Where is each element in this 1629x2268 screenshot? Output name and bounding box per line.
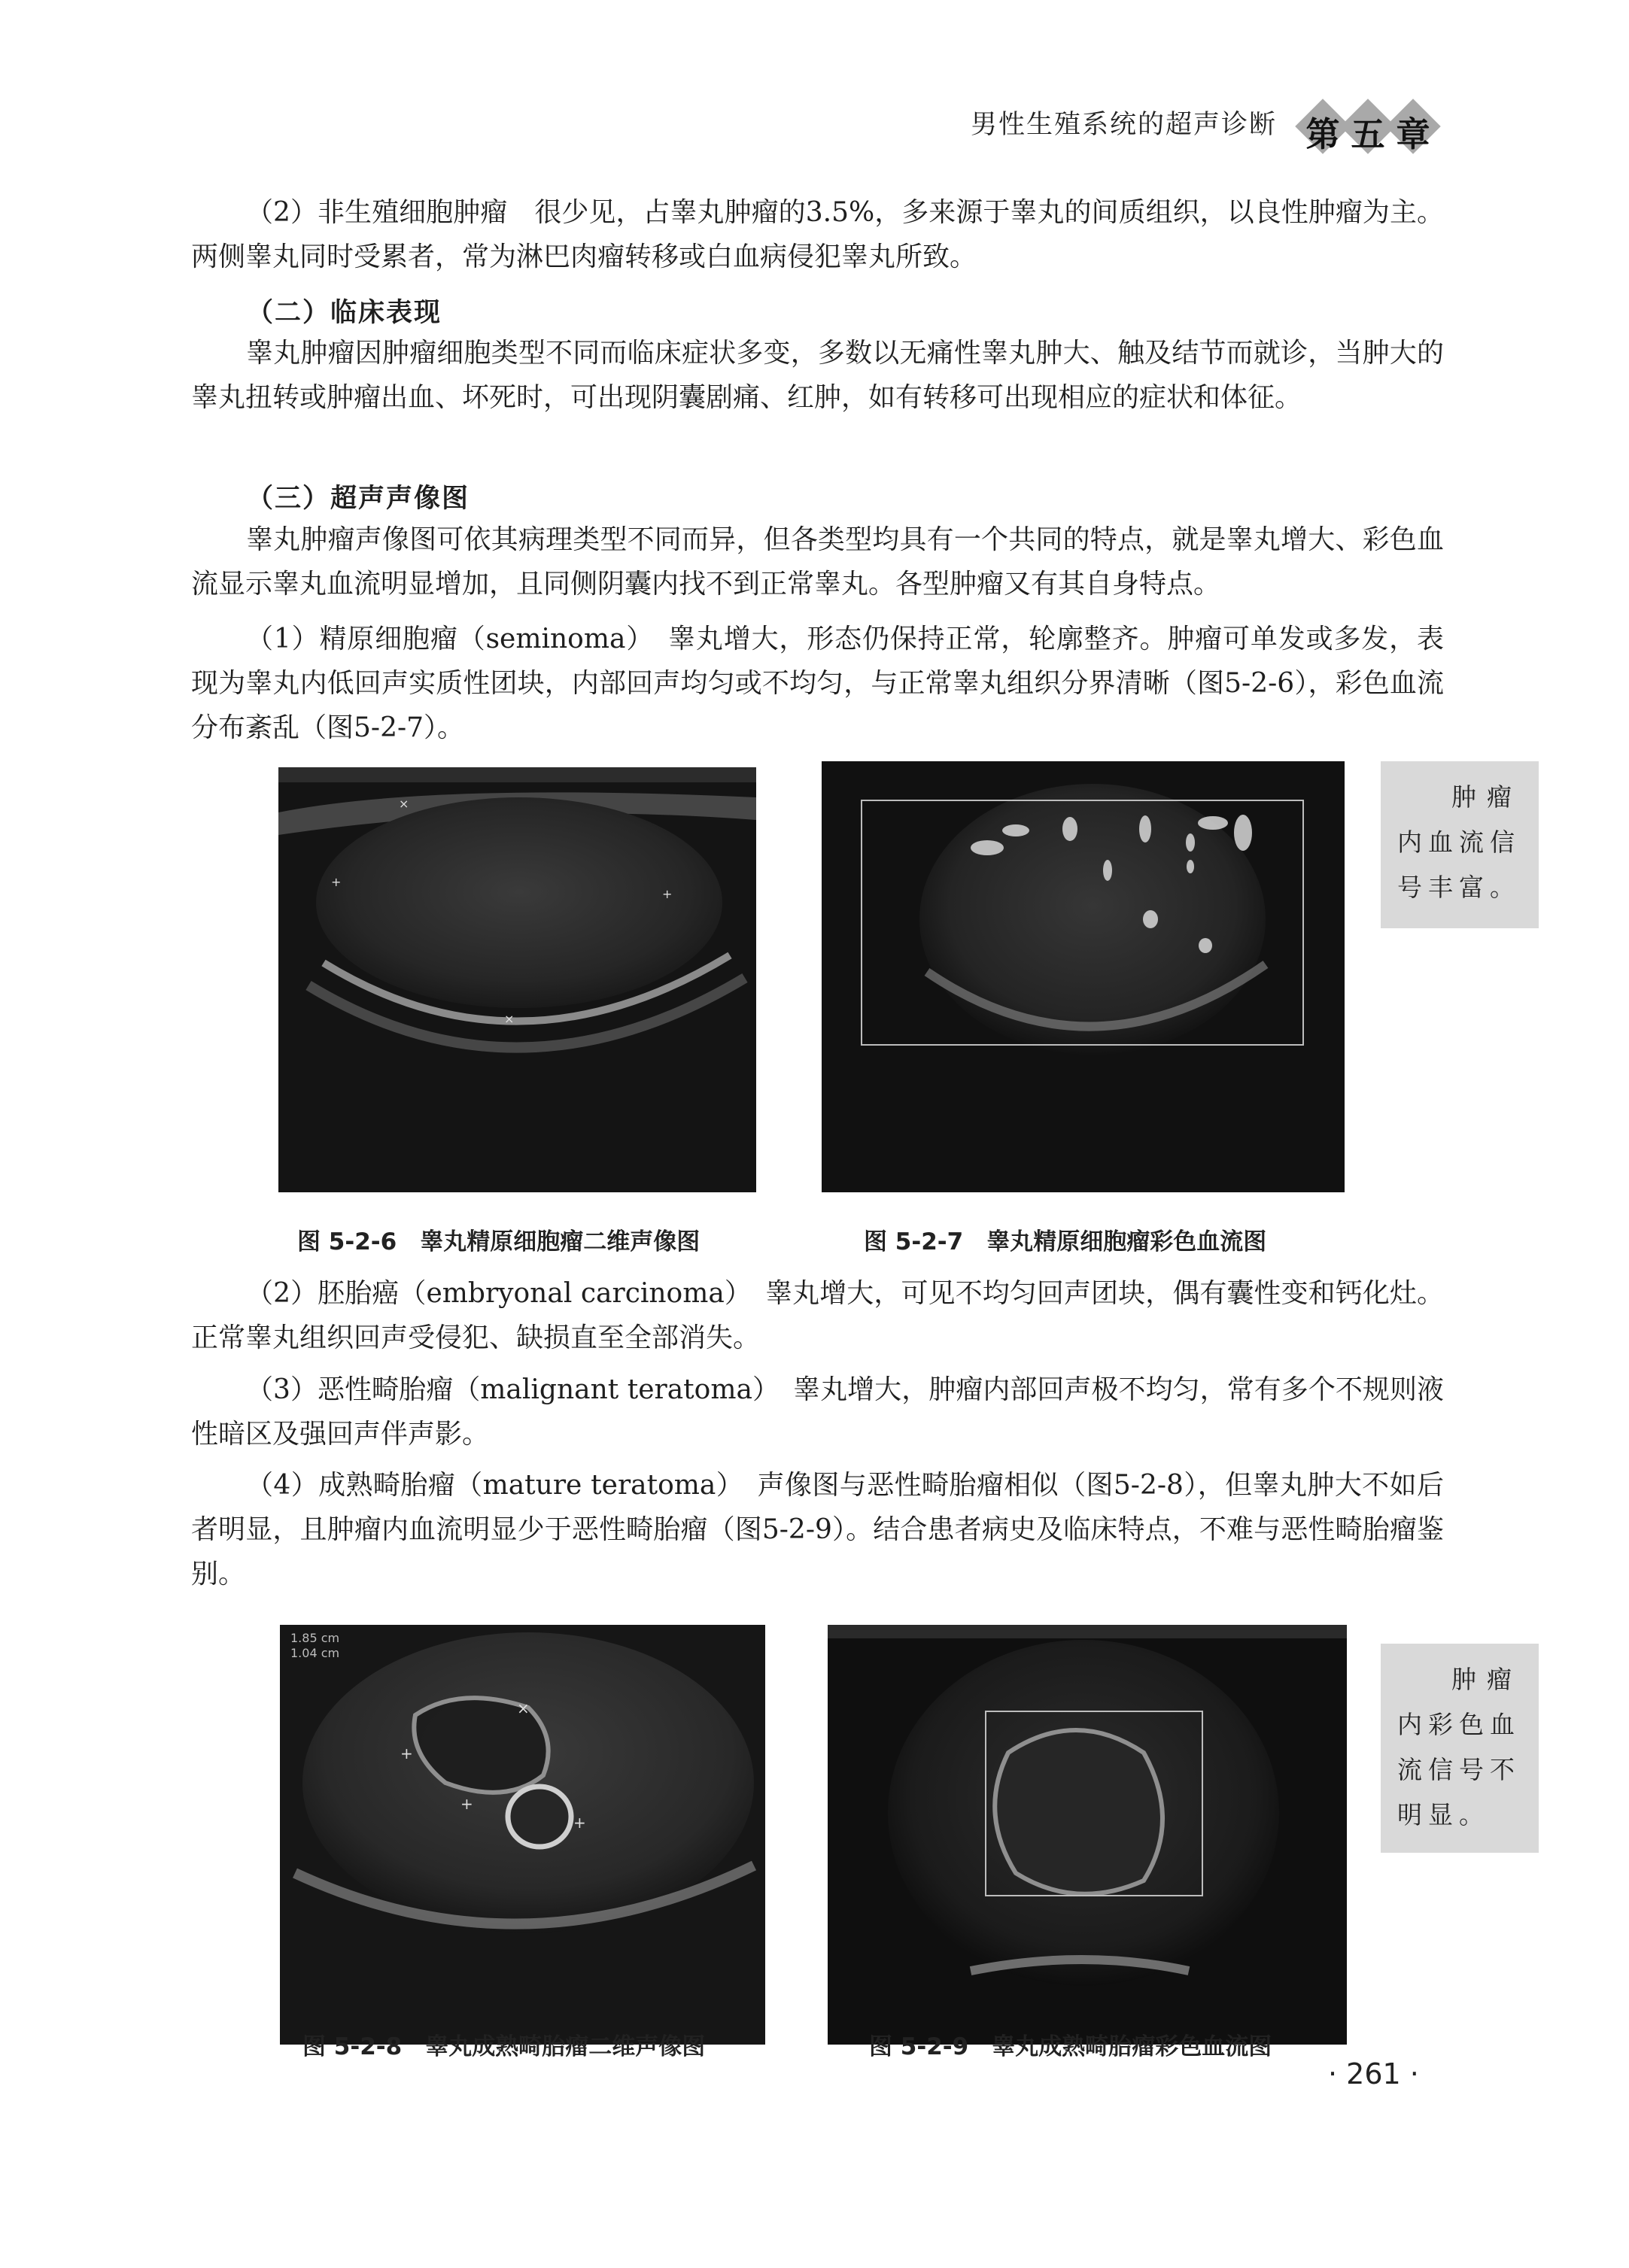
svg-text:×: × <box>504 1012 515 1026</box>
caption-5-2-7: 图 5-2-7 睾丸精原细胞瘤彩色血流图 <box>864 1228 1267 1255</box>
running-header: 男性生殖系统的超声诊断 <box>971 110 1278 140</box>
heading-ultrasound: （三）超声声像图 <box>247 484 470 514</box>
sidenote-2-line-3: 流信号不 <box>1397 1755 1521 1784</box>
para-nongerm-tumor: （2）非生殖细胞肿瘤 很少见，占睾丸肿瘤的3.5%，多来源于睾丸的间质组织，以良性肿瘤为主。两侧睾丸同时受累者，常为淋巴肉瘤转移或白血病侵犯睾丸所致。 <box>191 197 1444 272</box>
measurement-2: 1.04 cm <box>290 1646 340 1660</box>
chapter-char-1: 第 <box>1305 114 1340 154</box>
sidenote-2-line-4: 明显。 <box>1397 1800 1490 1829</box>
para-ultrasound: 睾丸肿瘤声像图可依其病理类型不同而异，但各类型均具有一个共同的特点，就是睾丸增大、彩色血流显示睾丸血流明显增加，且同侧阴囊内找不到正常睾丸。各型肿瘤又有其自身特点。 <box>191 524 1444 600</box>
sidenote-1-line-3: 号丰富。 <box>1397 873 1521 902</box>
sidenote-1 <box>1381 761 1539 928</box>
caption-5-2-9: 图 5-2-9 睾丸成熟畸胎瘤彩色血流图 <box>869 2033 1272 2060</box>
page-number: · 261 · <box>1328 2057 1419 2090</box>
caption-5-2-6: 图 5-2-6 睾丸精原细胞瘤二维声像图 <box>297 1228 701 1255</box>
para-embryonal: （2）胚胎癌（embryonal carcinoma） 睾丸增大，可见不均匀回声团块，偶有囊性变和钙化灶。正常睾丸组织回声受侵犯、缺损直至全部消失。 <box>191 1278 1444 1353</box>
sidenote-1-line-1: 肿瘤 <box>1451 782 1522 812</box>
para-seminoma: （1）精原细胞瘤（seminoma） 睾丸增大，形态仍保持正常，轮廓整齐。肿瘤可单发或多发，表现为睾丸内低回声实质性团块，内部回声均匀或不均匀，与正常睾丸组织分界清晰（图5-2-6），彩色血流分布紊乱（图5-2-7）。 <box>191 624 1444 743</box>
svg-text:+: + <box>573 1814 586 1832</box>
caption-5-2-8: 图 5-2-8 睾丸成熟畸胎瘤二维声像图 <box>302 2033 706 2060</box>
chapter-char-2: 五 <box>1351 114 1385 154</box>
figure-5-2-7-image <box>822 761 1345 1192</box>
para-malignant-teratoma: （3）恶性畸胎瘤（malignant teratoma） 睾丸增大，肿瘤内部回声极不均匀，常有多个不规则液性暗区及强回声伴声影。 <box>191 1374 1444 1450</box>
figure-5-2-9-image <box>828 1625 1347 2045</box>
chapter-char-3: 章 <box>1396 114 1430 154</box>
heading-clinical: （二）临床表现 <box>247 298 442 328</box>
para-mature-teratoma: （4）成熟畸胎瘤（mature teratoma） 声像图与恶性畸胎瘤相似（图5-2-8），但睾丸肿大不如后者明显，且肿瘤内血流明显少于恶性畸胎瘤（图5-2-9）。结合患者病史及临床特点，不难与恶性畸胎瘤鉴别。 <box>191 1470 1444 1589</box>
sidenote-2 <box>1381 1644 1539 1853</box>
figure-5-2-6-image <box>278 767 756 1192</box>
para-clinical: 睾丸肿瘤因肿瘤细胞类型不同而临床症状多变，多数以无痛性睾丸肿大、触及结节而就诊，当肿大的睾丸扭转或肿瘤出血、坏死时，可出现阴囊剧痛、红肿，如有转移可出现相应的症状和体征。 <box>191 338 1444 413</box>
measurement-1: 1.85 cm <box>290 1631 340 1645</box>
sidenote-1-line-2: 内血流信 <box>1397 827 1521 857</box>
figure-5-2-8-image <box>280 1625 765 2045</box>
chapter-badge <box>1293 95 1443 159</box>
svg-text:×: × <box>399 797 409 811</box>
svg-text:+: + <box>460 1795 473 1813</box>
svg-text:+: + <box>331 875 342 889</box>
sidenote-2-line-1: 肿瘤 <box>1451 1665 1522 1694</box>
sidenote-2-line-2: 内彩色血 <box>1397 1710 1521 1739</box>
svg-text:+: + <box>400 1744 413 1762</box>
svg-text:+: + <box>662 887 673 901</box>
svg-text:×: × <box>517 1699 530 1717</box>
